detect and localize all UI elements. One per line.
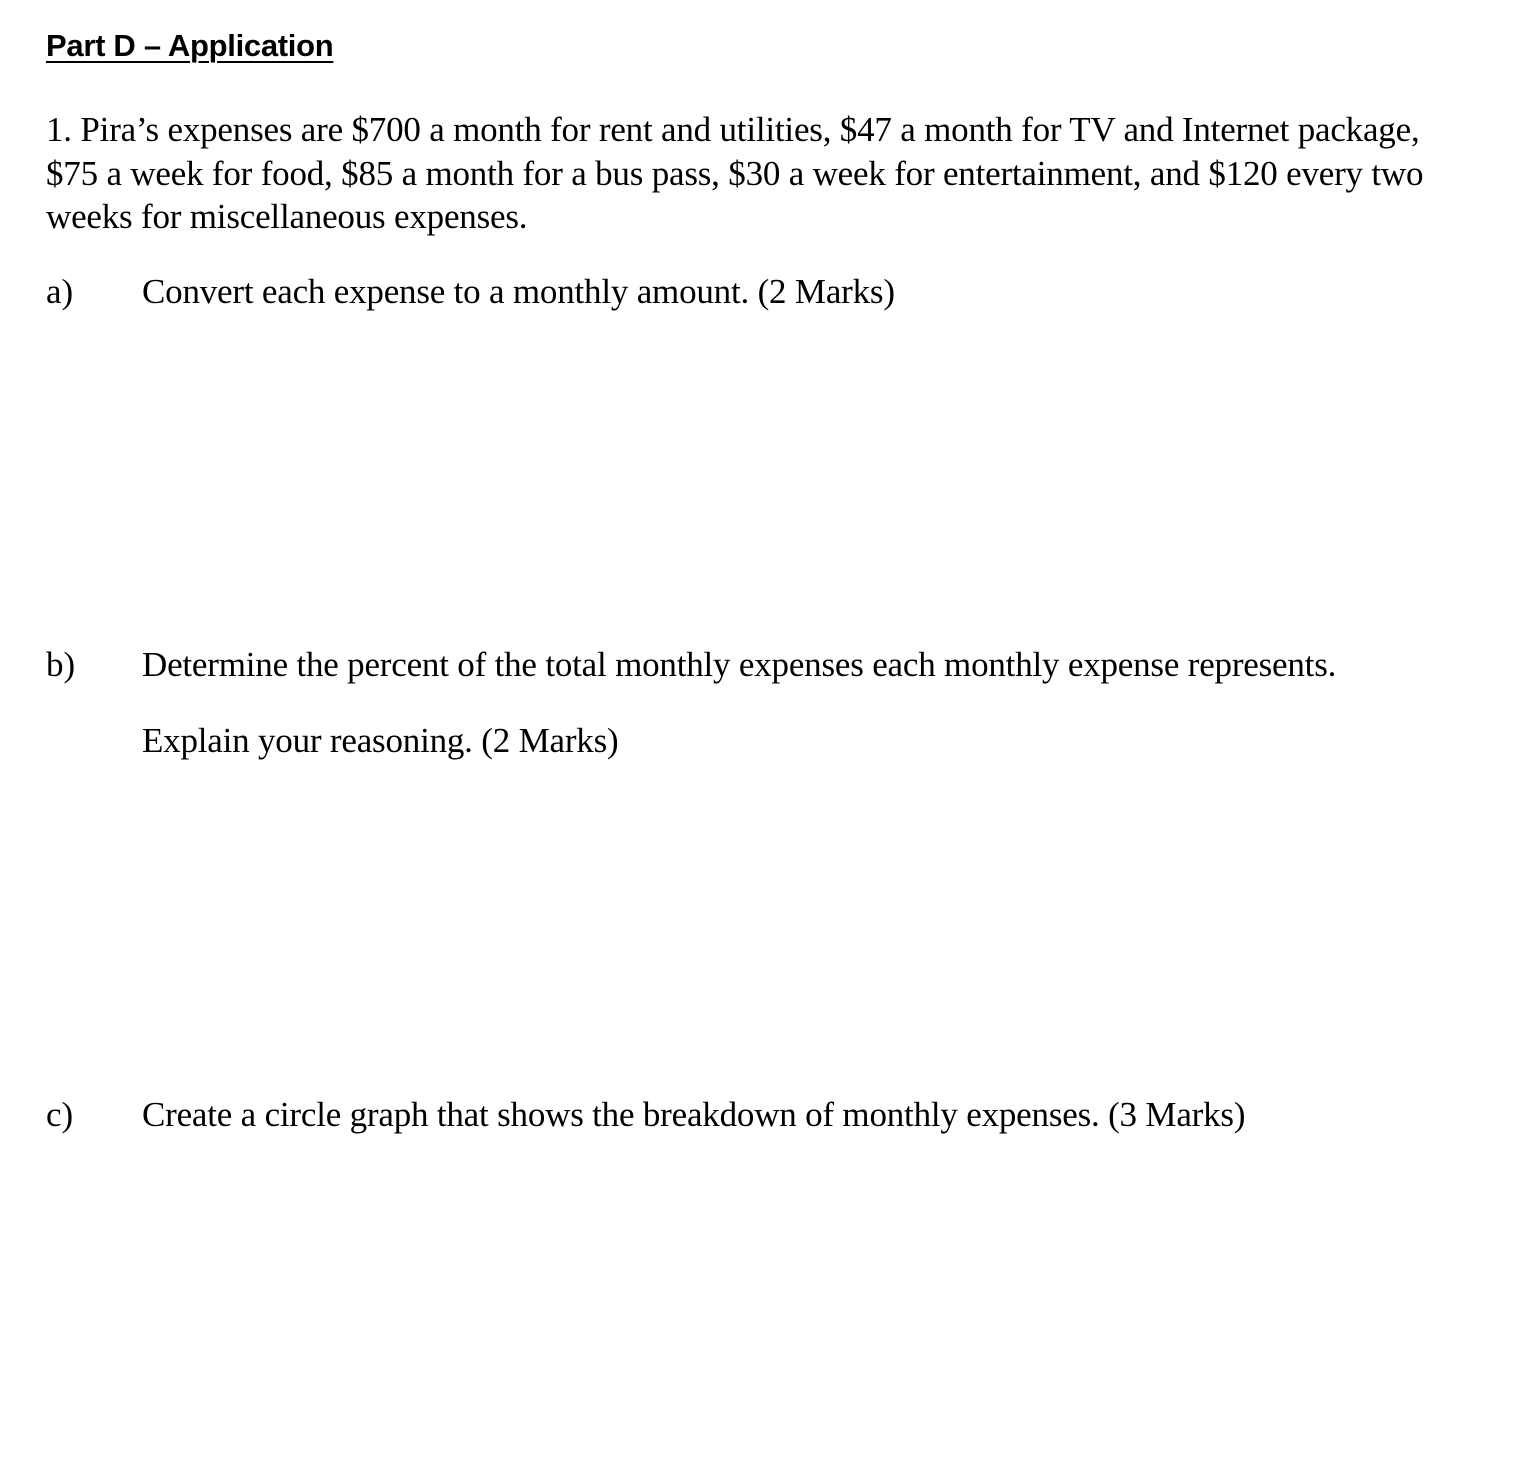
part-b-line-1: Determine the percent of the total monthly expenses each monthly expense represents. bbox=[142, 645, 1337, 684]
part-b-line-2: Explain your reasoning. (2 Marks) bbox=[142, 721, 619, 760]
part-c-line-1: Create a circle graph that shows the breakdown of monthly expenses. (3 Marks) bbox=[142, 1095, 1246, 1134]
part-b-label: b) bbox=[46, 645, 76, 684]
section-heading: Part D – Application bbox=[46, 28, 334, 63]
part-b-text bbox=[142, 643, 1336, 763]
part-a-text bbox=[142, 270, 895, 314]
part-c-label: c) bbox=[46, 1095, 74, 1134]
question-1 bbox=[46, 108, 1466, 239]
question-number: 1. bbox=[46, 110, 72, 149]
part-c-text bbox=[142, 1093, 1245, 1137]
part-a-label: a) bbox=[46, 272, 74, 311]
part-a-line-1: Convert each expense to a monthly amount. (2 Marks) bbox=[142, 272, 895, 311]
question-text: Pira’s expenses are $700 a month for rent and utilities, $47 a month for TV and Internet package, $75 a week for food, $85 a month for a bus pass, $30 a week for entertainment, and $120 every two weeks for miscellaneous expenses. bbox=[46, 110, 1424, 236]
